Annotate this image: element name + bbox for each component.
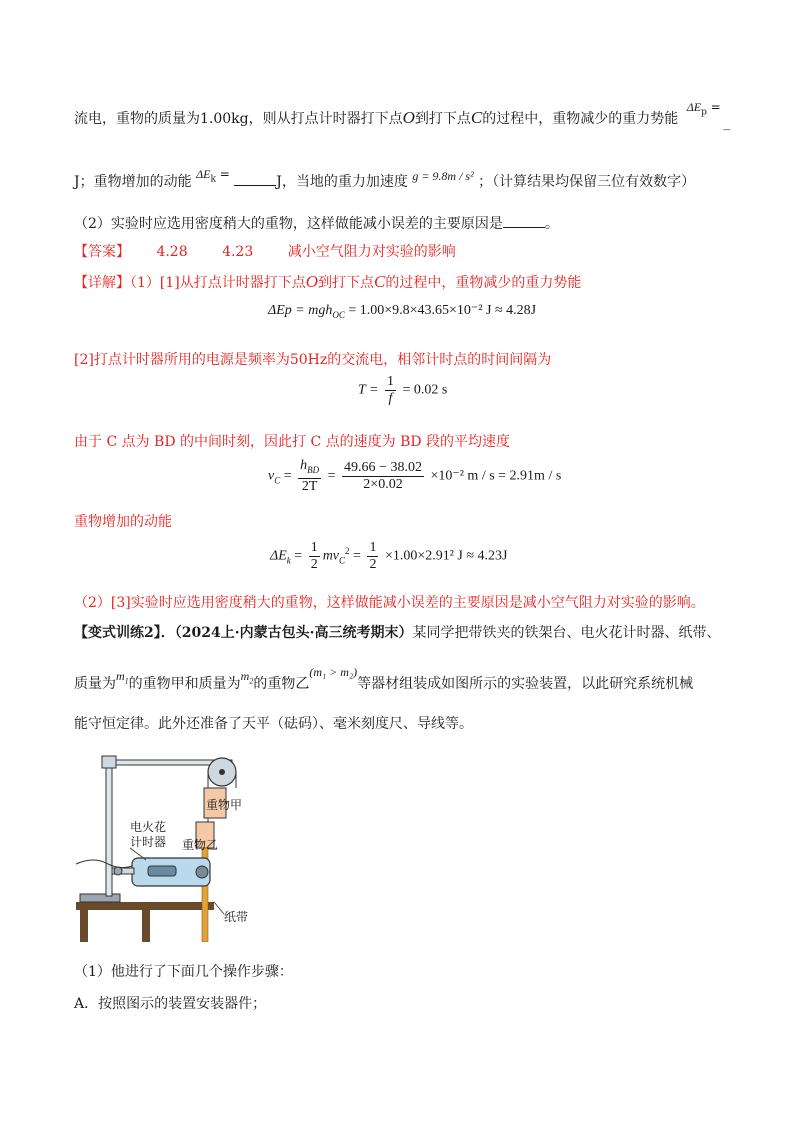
fraction-h-over-2t (298, 458, 321, 495)
explanation-line-5 (74, 593, 726, 613)
text: 某同学把带铁夹的铁架台、电火花计时器、纸带、 (412, 625, 721, 641)
g-value: g = 9.8m / s² (412, 169, 474, 183)
text: （2）实验时应选用密度稍大的重物，这样做能减小误差的主要原因是 (74, 216, 503, 232)
text: 由于 C 点为 BD 的中间时刻，因此打 C 点的速度为 BD 段的平均速度 (74, 434, 511, 450)
stand-rod (106, 758, 112, 896)
eq3-vsub: C (274, 475, 281, 486)
text: A．按照图示的装置安装器件； (74, 996, 267, 1012)
equals: = (710, 100, 721, 114)
explanation-line-4 (74, 512, 726, 532)
pulley-axle (219, 769, 225, 775)
text: 的过程中，重物减少的重力势能 (385, 275, 582, 291)
mass-condition: (m₁ > m₂) (309, 665, 358, 679)
label-jia: 重物甲 (206, 798, 243, 812)
numerator: 49.66 − 38.02 (344, 459, 422, 475)
explanation-line-1 (74, 272, 726, 293)
text: 到打下点 (414, 111, 471, 127)
point-o: O (402, 108, 415, 127)
answer-2: 4.23 (222, 244, 254, 260)
table-leg-left (80, 910, 88, 942)
fraction-values (342, 460, 424, 493)
variant-line-2 (74, 665, 726, 699)
delta-ek: ΔE (196, 167, 211, 181)
answer-line (74, 242, 726, 262)
eq1-rest: = 1.00×9.8×43.65×10⁻² J ≈ 4.28J (344, 303, 537, 318)
text: （1）[1]从打点计时器打下点 (130, 275, 306, 291)
m2-sub: 2 (249, 676, 254, 686)
delta-ek-sub: k (210, 174, 216, 185)
steps-intro (74, 962, 726, 982)
numerator: 1 (369, 540, 377, 555)
eq2-rest: = 0.02 s (402, 382, 448, 398)
equation-potential-energy (268, 302, 536, 320)
text: [2]打点计时器所用的电源是频率为50Hz的交流电，相邻计时点的时间间隔为 (74, 352, 552, 368)
power-cord (76, 860, 132, 868)
answer-1: 4.28 (156, 244, 188, 260)
text: ；（计算结果均保留三位有效数字） (478, 174, 696, 190)
explanation-line-3 (74, 432, 726, 452)
text: 能守恒定律。此外还准备了天平（砝码）、毫米刻度尺、导线等。 (74, 716, 473, 732)
h: h (300, 458, 308, 473)
blank-short: _ (723, 115, 731, 131)
point-o: O (305, 272, 319, 291)
tape-leader (214, 902, 224, 914)
m2 (240, 669, 254, 686)
explanation-line-2 (74, 350, 726, 370)
delta-ep-sub: p (701, 107, 707, 118)
table-leg-right (142, 910, 150, 942)
text: 到打下点 (318, 275, 375, 291)
eq4-mv-sub: C (339, 555, 346, 566)
denominator: 2×0.02 (363, 476, 403, 492)
square: 2 (345, 546, 350, 557)
text: （1）他进行了下面几个操作步骤： (74, 964, 293, 980)
numerator: 1 (310, 540, 318, 555)
apparatus-svg (74, 752, 284, 942)
explanation-label: 【详解】 (74, 275, 130, 291)
text: 质量为 (74, 676, 116, 692)
eq1-lhs: ΔEp = mgh (268, 303, 333, 318)
eq4-rest: ×1.00×2.91² J ≈ 4.23J (384, 548, 508, 564)
label-timer-2: 计时器 (130, 835, 167, 849)
text: 重物增加的动能 (74, 514, 172, 530)
text: 的过程中，重物减少的重力势能 (482, 111, 679, 127)
variant-line-3 (74, 714, 726, 734)
timer-knob (196, 866, 208, 878)
text: 的重物甲和质量为 (128, 676, 241, 692)
answer-blank-ek[interactable] (234, 173, 276, 186)
label-yi: 重物乙 (182, 838, 219, 852)
denominator: 2 (310, 557, 318, 572)
variant-label: 【变式训练2】 (74, 625, 161, 641)
eq3-rest: ×10⁻² m / s = 2.91m / s (430, 468, 562, 484)
intro-line-3 (74, 214, 726, 234)
eq4-lhs-sub: k (286, 555, 291, 566)
label-timer-1: 电火花 (130, 820, 167, 834)
point-c: C (374, 272, 386, 291)
text: （2）[3]实验时应选用密度稍大的重物，这样做能减小误差的主要原因是减小空气阻力对实验的影响。 (74, 595, 705, 611)
text: 等器材组装成如图所示的实验装置，以此研究系统机械 (357, 676, 694, 692)
equation-period (358, 374, 447, 407)
table-top (76, 902, 214, 910)
numerator: 1 (386, 374, 394, 389)
m1 (116, 669, 129, 686)
label-tape: 纸带 (224, 910, 249, 924)
m1-letter: m (116, 669, 125, 683)
delta-ek-formula: $\Delta E_k$ = (196, 167, 230, 185)
numerator (298, 458, 321, 479)
text: J；重物增加的动能 (74, 174, 192, 190)
text: J，当地的重力加速度 (276, 174, 408, 190)
stand-base (80, 894, 120, 902)
clamp-screw (114, 867, 122, 875)
answer-blank-reason[interactable] (503, 215, 545, 228)
denominator: 2 (369, 557, 377, 572)
fraction-1-over-f (385, 374, 396, 407)
fraction-half-2 (367, 540, 378, 573)
point-c: C (470, 108, 483, 127)
text: 。 (544, 216, 559, 232)
h-sub: BD (307, 464, 320, 475)
intro-line-2 (74, 167, 726, 197)
eq3-v: v (268, 468, 275, 484)
apparatus-diagram (74, 752, 284, 942)
delta-ep: ΔE (686, 100, 702, 114)
eq2-lhs: T = (358, 382, 379, 398)
m2-letter: m (240, 669, 250, 683)
denominator: 2T (301, 478, 318, 494)
equation-kinetic-energy: $\Delta E_k$ = $\frac{1}{2}$ $mv_C^2$ = $\frac{1}{2}$ ×1.00×2.91² J ≈ 4.23J (270, 540, 508, 572)
variant-line-1 (74, 623, 726, 643)
fraction-half (309, 540, 320, 573)
answer-label: 【答案】 (74, 244, 130, 260)
variant-source: ．（2024上·内蒙古包头·高三统考期末） (160, 625, 413, 641)
denominator: f (388, 391, 393, 406)
eq4-mv: mv (322, 548, 340, 564)
equation-velocity: $v_C$ = $\frac{h_{BD}}{2T}$ = $\frac{49.66 - 38.02}{2\times 0.02}$ ×10⁻² m / s = 2.91m / s (268, 458, 562, 494)
delta-ep-formula (686, 100, 721, 118)
text: 流电，重物的质量为1.00kg，则从打点计时器打下点 (74, 111, 403, 127)
timer-dial (148, 866, 176, 876)
m1-sub: 1 (124, 676, 129, 686)
answer-3: 减小空气阻力对实验的影响 (287, 244, 456, 260)
step-a (74, 994, 726, 1014)
eq1-sub: OC (332, 309, 345, 320)
eq4-lhs: ΔE (270, 548, 287, 564)
text: 的重物乙 (253, 676, 310, 692)
top-clamp (102, 756, 116, 768)
